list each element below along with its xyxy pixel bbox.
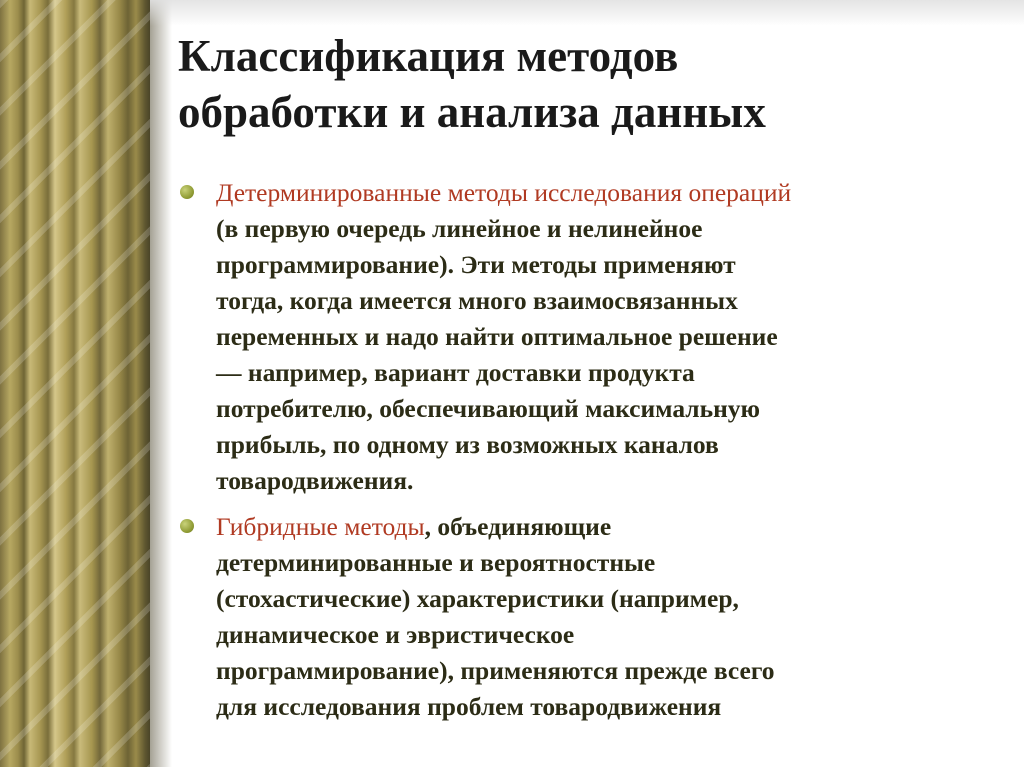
bullet-item-deterministic [178,175,993,499]
bullet-2-line: для исследования проблем товародвижения [216,692,722,721]
bullet-1-line: потребителю, обеспечивающий максимальную [216,394,761,423]
bullet-1-line: программирование). Эти методы применяют [216,250,736,279]
title-line-1: Классификация методов [178,31,679,81]
decorative-gold-column [0,0,150,767]
bullet-1-line: переменных и надо найти оптимальное решение [216,322,778,351]
bullet-2-line: детерминированные и вероятностные [216,548,656,577]
bullet-dot-icon [180,519,194,533]
bullet-2-line: динамическое и эвристическое [216,620,575,649]
column-shadow [150,0,172,767]
bullet-2-line: (стохастические) характеристики (например, [216,584,739,613]
bullet-1-lead-line [216,175,993,211]
bullet-list [178,175,993,735]
bullet-2-lead-line [216,509,993,545]
bullet-1-line: прибыль, по одному из возможных каналов [216,430,719,459]
bullet-1-lead: Детерминированные методы исследования операций [216,178,792,207]
bullet-2-lead: Гибридные методы [216,512,425,541]
bullet-1-line: (в первую очередь линейное и нелинейное [216,214,703,243]
slide-title [178,28,998,140]
bullet-dot-icon [180,185,194,199]
title-line-2: обработки и анализа данных [178,87,766,137]
bullet-1-line: тогда, когда имеется много взаимосвязанных [216,286,738,315]
bullet-2-line: программирование), применяются прежде всего [216,656,775,685]
bullet-1-line: товародвижения. [216,466,414,495]
top-gradient-band [150,0,1024,26]
bullet-item-hybrid [178,509,993,725]
bullet-2-lead-rest: , объединяющие [424,512,612,541]
bullet-1-line: — например, вариант доставки продукта [216,358,695,387]
